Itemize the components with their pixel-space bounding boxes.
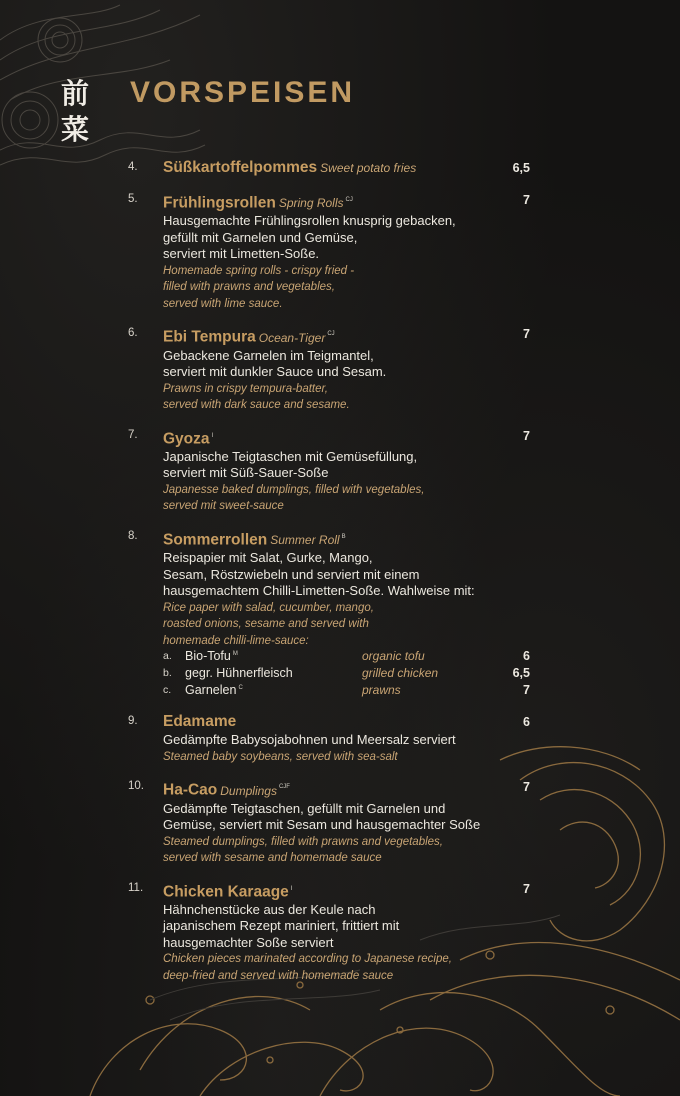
item-body bbox=[163, 712, 523, 765]
item-description-en: Steamed baby soybeans, served with sea-salt bbox=[163, 750, 398, 763]
item-name: Gyoza bbox=[163, 429, 210, 447]
item-description-en: filled with prawns and vegetables, bbox=[163, 281, 335, 294]
item-english-name: Spring Rolls bbox=[278, 196, 344, 211]
item-number: 10. bbox=[128, 780, 144, 793]
item-description-en: Chicken pieces marinated according to Japanese recipe, bbox=[163, 953, 452, 966]
sub-option-label: a. bbox=[163, 650, 172, 663]
menu-item bbox=[0, 777, 680, 866]
item-description-de: serviert mit Limetten-Soße. bbox=[163, 246, 320, 262]
sub-option bbox=[163, 666, 530, 683]
sub-option-name: gegr. Hühnerfleisch bbox=[185, 666, 293, 681]
item-name-line bbox=[163, 777, 523, 800]
sub-option-name: Garnelen $^C$ bbox=[185, 683, 243, 698]
item-body bbox=[163, 426, 523, 515]
item-english-name: Ocean-Tiger bbox=[258, 330, 326, 345]
item-description-en: served mit sweet-sauce bbox=[163, 500, 284, 513]
item-description-en: served with sesame and homemade sauce bbox=[163, 852, 382, 865]
item-name: Chicken Karaage bbox=[163, 882, 289, 900]
item-price: 6 bbox=[523, 715, 530, 730]
item-description-de: Hausgemachte Frühlingsrollen knusprig gebacken, bbox=[163, 213, 456, 229]
item-name-line bbox=[163, 426, 523, 449]
item-description-de: serviert mit Süß-Sauer-Soße bbox=[163, 465, 329, 481]
item-price: 6,5 bbox=[512, 161, 530, 175]
menu-item bbox=[0, 426, 680, 515]
item-price: 7 bbox=[523, 780, 530, 795]
item-price: 7 bbox=[523, 881, 530, 896]
menu-item bbox=[0, 158, 680, 178]
menu-item bbox=[0, 324, 680, 413]
menu-item bbox=[0, 712, 680, 765]
item-name-line bbox=[163, 190, 523, 213]
item-body bbox=[163, 324, 523, 413]
sub-option-price: 6,5 bbox=[512, 666, 530, 681]
item-description-en: Homemade spring rolls - crispy fried - bbox=[163, 264, 355, 277]
item-name-line bbox=[163, 879, 523, 902]
item-body bbox=[163, 879, 523, 985]
allergen-note: B bbox=[341, 533, 346, 540]
item-name: Edamame bbox=[163, 713, 237, 731]
sub-option bbox=[163, 649, 530, 666]
sub-option-label: b. bbox=[163, 667, 172, 680]
item-name-line bbox=[163, 527, 523, 550]
sub-option-name: Bio-Tofu $^M$ bbox=[185, 649, 238, 664]
item-number: 8. bbox=[128, 529, 138, 542]
sub-option-price: 7 bbox=[523, 683, 530, 698]
item-english-name: Summer Roll bbox=[270, 533, 340, 548]
item-description-de: Reispapier mit Salat, Gurke, Mango, bbox=[163, 550, 373, 566]
allergen-note: CJ bbox=[345, 197, 353, 203]
menu-list bbox=[0, 158, 680, 996]
item-number: 7. bbox=[128, 428, 138, 441]
item-name-line bbox=[163, 158, 523, 178]
page-title: VORSPEISEN bbox=[130, 76, 356, 109]
item-english-name: Sweet potato fries bbox=[320, 161, 417, 175]
item-number: 11. bbox=[128, 881, 144, 894]
item-description-en: Steamed dumplings, filled with prawns and vegetables, bbox=[163, 835, 443, 848]
item-body bbox=[163, 158, 523, 178]
item-number: 5. bbox=[128, 193, 138, 205]
menu-item bbox=[0, 527, 680, 700]
allergen-note: I bbox=[211, 432, 214, 439]
item-description-de: Gedämpfte Babysojabohnen und Meersalz serviert bbox=[163, 732, 456, 748]
item-name: Süßkartoffelpommes bbox=[163, 159, 318, 176]
item-description-de: Gebackene Garnelen im Teigmantel, bbox=[163, 347, 374, 363]
menu-item bbox=[0, 879, 680, 985]
item-body bbox=[163, 190, 523, 312]
sub-option-english: organic tofu bbox=[362, 649, 425, 664]
item-description-de: Japanische Teigtaschen mit Gemüsefüllung, bbox=[163, 448, 418, 464]
item-name-line bbox=[163, 324, 523, 347]
item-description-en: Prawns in crispy tempura-batter, bbox=[163, 382, 328, 395]
item-body bbox=[163, 777, 523, 866]
item-description-de: Sesam, Röstzwiebeln und serviert mit einem bbox=[163, 566, 420, 582]
item-name: Frühlingsrollen bbox=[163, 194, 276, 212]
item-description-de: Hähnchenstücke aus der Keule nach bbox=[163, 901, 376, 917]
item-description-de: hausgemachtem Chilli-Limetten-Soße. Wahlweise mit: bbox=[163, 583, 475, 599]
allergen-note: CJF bbox=[278, 784, 290, 791]
item-number: 9. bbox=[128, 715, 138, 728]
item-description-de: Gedämpfte Teigtaschen, gefüllt mit Garnelen und bbox=[163, 800, 446, 816]
menu-item bbox=[0, 190, 680, 312]
allergen-note: I bbox=[290, 885, 293, 892]
item-description-de: Gemüse, serviert mit Sesam und hausgemachter Soße bbox=[163, 817, 481, 833]
sub-option-label: c. bbox=[163, 684, 172, 697]
item-description-en: roasted onions, sesame and served with bbox=[163, 618, 369, 631]
item-name: Ebi Tempura bbox=[163, 328, 256, 346]
item-description-en: deep-fried and served with homemade sauce bbox=[163, 969, 394, 982]
item-description-de: gefüllt mit Garnelen und Gemüse, bbox=[163, 229, 358, 245]
sub-option-english: prawns bbox=[362, 683, 401, 698]
item-price: 7 bbox=[523, 193, 530, 207]
item-english-name: Dumplings bbox=[220, 783, 277, 798]
item-description-en: served with dark sauce and sesame. bbox=[163, 399, 350, 412]
item-description-de: japanischem Rezept mariniert, frittiert mit bbox=[163, 918, 400, 934]
sub-option-english: grilled chicken bbox=[362, 666, 439, 681]
item-name: Sommerrollen bbox=[163, 531, 268, 549]
item-name-line bbox=[163, 712, 523, 732]
item-description-en: homemade chilli-lime-sauce: bbox=[163, 634, 309, 647]
item-price: 7 bbox=[523, 327, 530, 342]
item-description-en: served with lime sauce. bbox=[163, 297, 283, 310]
item-description-de: hausgemachter Soße serviert bbox=[163, 934, 334, 950]
kanji-heading: 前菜 bbox=[60, 77, 89, 146]
allergen-note: M bbox=[232, 651, 238, 658]
allergen-note: C bbox=[238, 685, 243, 692]
item-name: Ha-Cao bbox=[163, 781, 218, 799]
item-body bbox=[163, 527, 530, 700]
item-description-en: Rice paper with salad, cucumber, mango, bbox=[163, 601, 374, 614]
item-number: 4. bbox=[128, 161, 138, 173]
sub-option bbox=[163, 683, 530, 700]
item-number: 6. bbox=[128, 327, 138, 340]
item-description-de: serviert mit dunkler Sauce und Sesam. bbox=[163, 364, 387, 380]
allergen-note: CJ bbox=[327, 331, 335, 338]
sub-option-price: 6 bbox=[523, 649, 530, 664]
item-price: 7 bbox=[523, 428, 530, 443]
item-description-en: Japanesse baked dumplings, filled with vegetables, bbox=[163, 483, 425, 496]
